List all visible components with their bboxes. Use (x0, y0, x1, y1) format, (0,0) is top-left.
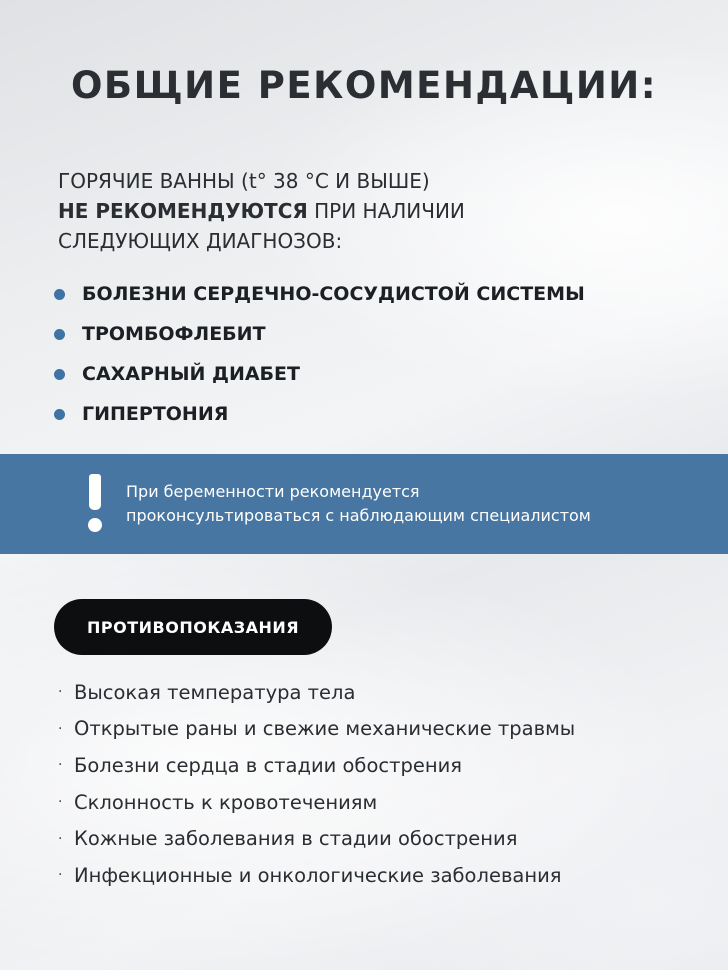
intro-line-1: ГОРЯЧИЕ ВАННЫ (t° 38 °С И ВЫШЕ) (58, 169, 430, 193)
bullet-dot-icon (54, 409, 65, 420)
diagnosis-item (54, 354, 585, 394)
list-marker: · (58, 830, 63, 847)
bullet-dot-icon (54, 369, 65, 380)
contraindications-list (58, 674, 575, 894)
notice-line-1: При беременности рекомендуется (126, 482, 420, 501)
contraindication-item (58, 857, 575, 894)
diagnosis-label: ГИПЕРТОНИЯ (82, 403, 229, 425)
list-marker: · (58, 684, 63, 701)
list-marker: · (58, 720, 63, 737)
diagnosis-item (54, 394, 585, 434)
intro-line-2-rest: ПРИ НАЛИЧИИ (307, 199, 465, 223)
bullet-dot-icon (54, 329, 65, 340)
contraindication-label: Склонность к кровотечениям (74, 790, 378, 814)
contraindication-item (58, 820, 575, 857)
diagnosis-label: ТРОМБОФЛЕБИТ (82, 323, 266, 345)
contraindications-heading: ПРОТИВОПОКАЗАНИЯ (54, 599, 332, 655)
contraindication-label: Открытые раны и свежие механические травмы (74, 717, 576, 741)
notice-line-2: проконсультироваться с наблюдающим специалистом (126, 506, 591, 525)
diagnosis-item (54, 314, 585, 354)
contraindication-label: Кожные заболевания в стадии обострения (74, 827, 518, 851)
list-marker: · (58, 867, 63, 884)
contraindication-label: Инфекционные и онкологические заболевания (74, 863, 562, 887)
page-title: ОБЩИЕ РЕКОМЕНДАЦИИ: (70, 64, 658, 107)
intro-text (58, 166, 698, 256)
intro-line-3: СЛЕДУЮЩИХ ДИАГНОЗОВ: (58, 229, 343, 253)
pregnancy-notice-banner (0, 454, 728, 554)
contraindication-item (58, 711, 575, 748)
diagnosis-label: БОЛЕЗНИ СЕРДЕЧНО-СОСУДИСТОЙ СИСТЕМЫ (82, 283, 585, 305)
intro-emphasis: НЕ РЕКОМЕНДУЮТСЯ (58, 199, 308, 223)
contraindication-item (58, 747, 575, 784)
contraindication-label: Высокая температура тела (74, 680, 356, 704)
diagnosis-list (54, 274, 585, 434)
diagnosis-item (54, 274, 585, 314)
bullet-dot-icon (54, 289, 65, 300)
contraindication-label: Болезни сердца в стадии обострения (74, 753, 463, 777)
list-marker: · (58, 757, 63, 774)
diagnosis-label: САХАРНЫЙ ДИАБЕТ (82, 363, 300, 385)
notice-text (126, 480, 591, 528)
exclamation-icon (86, 474, 104, 534)
contraindication-item (58, 674, 575, 711)
contraindication-item (58, 784, 575, 821)
list-marker: · (58, 794, 63, 811)
